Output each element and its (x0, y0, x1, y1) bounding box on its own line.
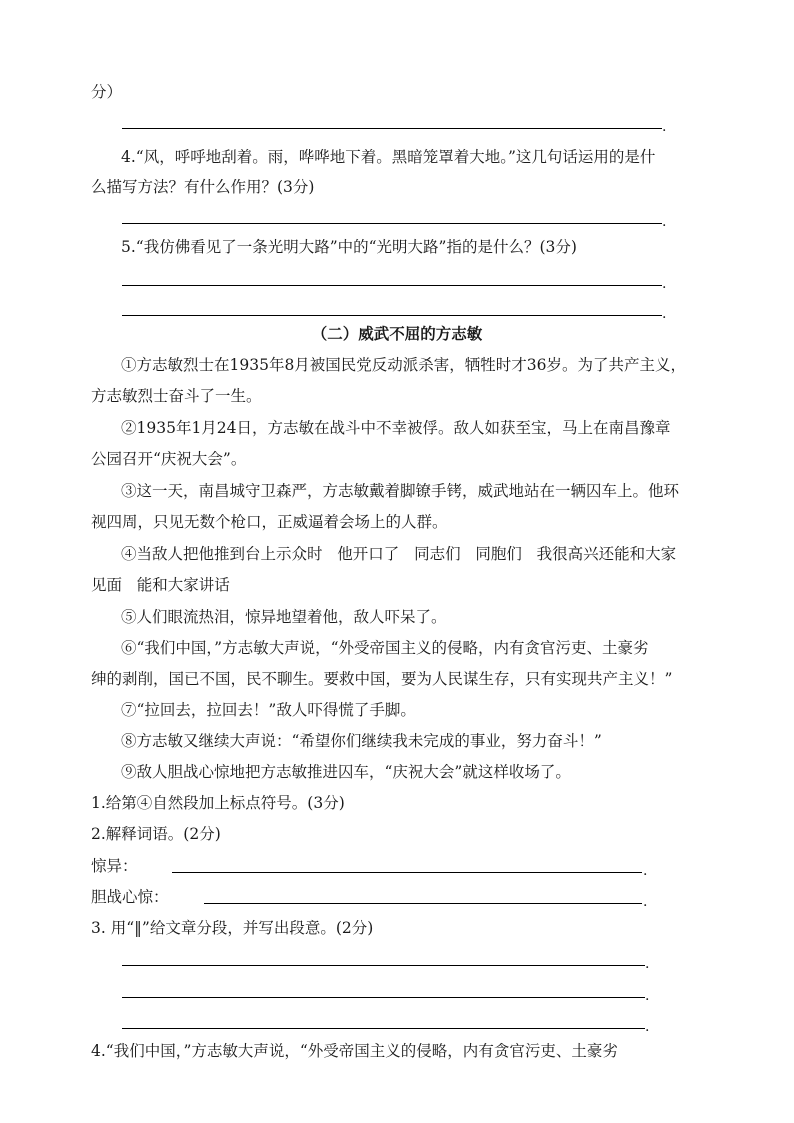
question2-1: 1.给第④自然段加上标点符号。(3分) (91, 794, 345, 812)
answer-line[interactable] (204, 903, 642, 904)
paragraph-4-line1: ④当敌人把他推到台上示众时 他开口了 同志们 同胞们 我很高兴还能和大家 (121, 545, 677, 563)
paragraph-7: ⑦“拉回去，拉回去！”敌人吓得慌了手脚。 (121, 701, 416, 719)
question-4-line2: 么描写方法？有什么作用？(3分) (91, 178, 315, 196)
paragraph-1-line2: 方志敏烈士奋斗了一生。 (91, 387, 262, 405)
paragraph-2-line1: ②1935年1月24日，方志敏在战斗中不幸被俘。敌人如获至宝，马上在南昌豫章 (121, 419, 671, 437)
line-end-mark: . (645, 1019, 650, 1035)
passage-title: （二）威武不屈的方志敏 (311, 324, 483, 343)
answer-line[interactable] (122, 965, 645, 966)
paragraph-6-line2: 绅的剥削，国已不国，民不聊生。要救中国，要为人民谋生存，只有实现共产主义！” (91, 670, 673, 688)
line-end-mark: . (645, 988, 650, 1004)
question-5-line1: 5.“我仿佛看见了一条光明大路”中的“光明大路”指的是什么？(3分) (121, 238, 577, 256)
paragraph-5: ⑤人们眼流热泪，惊异地望着他，敌人吓呆了。 (121, 608, 447, 626)
line-end-mark: . (662, 119, 667, 135)
line-end-mark: . (662, 214, 667, 230)
line-end-mark: . (662, 276, 667, 292)
paragraph-3-line2: 视四周，只见无数个枪口，正威逼着会场上的人群。 (91, 513, 448, 531)
previous-question-tail: 分） (91, 83, 123, 101)
answer-line[interactable] (122, 315, 662, 316)
paragraph-6-line1: ⑥“我们中国，”方志敏大声说，“外受帝国主义的侵略，内有贪官污吏、土豪劣 (121, 639, 649, 657)
question2-4-line1: 4.“我们中国，”方志敏大声说，“外受帝国主义的侵略，内有贪官污吏、土豪劣 (91, 1042, 618, 1060)
answer-line[interactable] (122, 997, 645, 998)
question2-2: 2.解释词语。(2分) (91, 825, 221, 843)
question-4-line1: 4.“风，呼呼地刮着。雨，哗哗地下着。黑暗笼罩着大地。”这几句话运用的是什 (121, 148, 656, 166)
answer-line[interactable] (122, 1028, 645, 1029)
line-end-mark: . (662, 306, 667, 322)
question2-3: 3. 用“‖”给文章分段，并写出段意。(2分) (91, 919, 374, 937)
paragraph-2-line2: 公园召开“庆祝大会”。 (91, 450, 247, 468)
line-end-mark: . (643, 894, 648, 910)
paragraph-8: ⑧方志敏又继续大声说：“希望你们继续我未完成的事业，努力奋斗！” (121, 732, 602, 750)
paragraph-9: ⑨敌人胆战心惊地把方志敏推进囚车，“庆祝大会”就这样收场了。 (121, 763, 571, 781)
word-label-jingyi: 惊异： (91, 857, 138, 875)
paragraph-3-line1: ③这一天，南昌城守卫森严，方志敏戴着脚镣手铐，威武地站在一辆囚车上。他环 (121, 482, 680, 500)
answer-line[interactable] (122, 223, 662, 224)
paragraph-4-line2: 见面 能和大家讲话 (91, 576, 230, 594)
answer-line[interactable] (172, 872, 642, 873)
answer-line[interactable] (122, 128, 662, 129)
word-label-danzhanxinjing: 胆战心惊： (91, 888, 169, 906)
line-end-mark: . (643, 863, 648, 879)
line-end-mark: . (645, 956, 650, 972)
paragraph-1-line1: ①方志敏烈士在1935年8月被国民党反动派杀害，牺牲时才36岁。为了共产主义， (121, 356, 687, 374)
answer-line[interactable] (122, 285, 662, 286)
